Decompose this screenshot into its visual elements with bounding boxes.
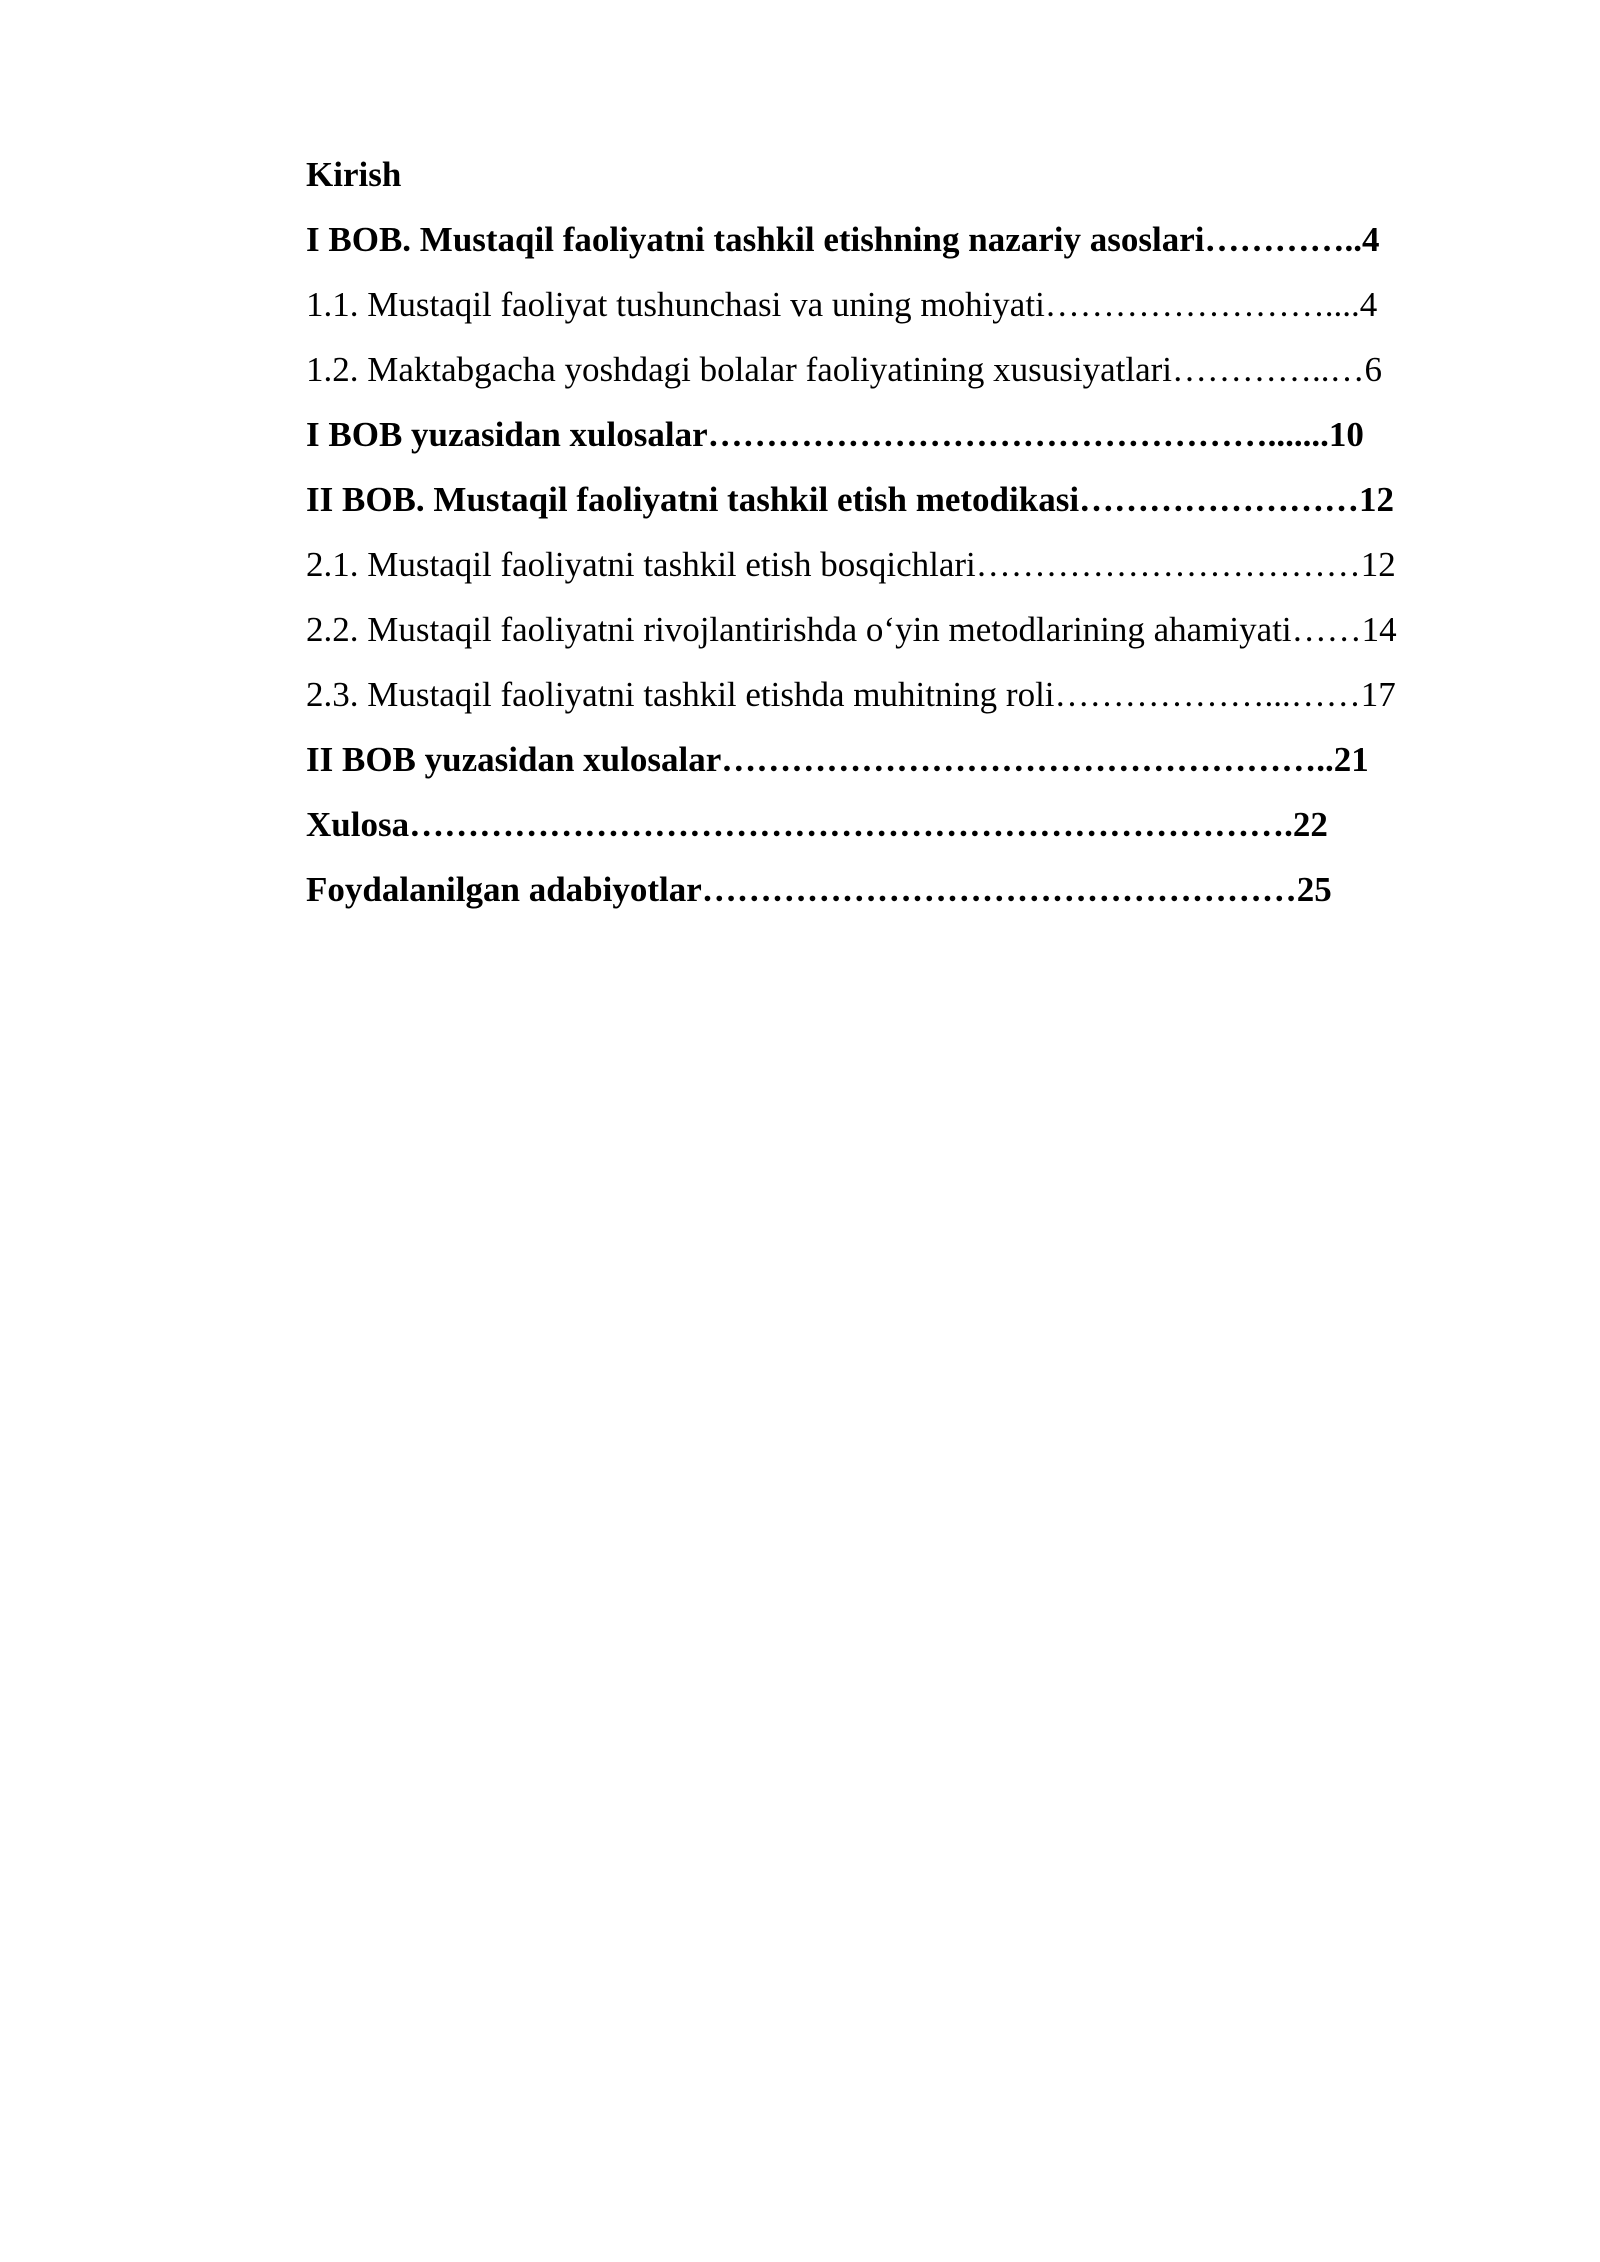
toc-entry-section-2-3: 2.3. Mustaqil faoliyatni tashkil etishda muhitning roli………………...……17: [306, 675, 1396, 714]
toc-entry-chapter-1-conclusions: I BOB yuzasidan xulosalar………………………………………….......10: [306, 415, 1364, 454]
table-of-contents: [306, 148, 1506, 928]
toc-entry-section-1-2: 1.2. Maktabgacha yoshdagi bolalar faoliyatining xususiyatlari…………..…6: [306, 350, 1383, 389]
toc-entry-chapter-2: II BOB. Mustaqil faoliyatni tashkil etish metodikasi……………………12: [306, 480, 1395, 519]
toc-entry-section-2-1: 2.1. Mustaqil faoliyatni tashkil etish bosqichlari……………………………12: [306, 545, 1396, 584]
toc-entry-references: Foydalanilgan adabiyotlar……………………………………………25: [306, 870, 1332, 909]
toc-entry-section-1-1: 1.1. Mustaqil faoliyat tushunchasi va uning mohiyati……………………....4: [306, 285, 1378, 324]
toc-entry-kirish: Kirish: [306, 155, 402, 194]
toc-entry-section-2-2: 2.2. Mustaqil faoliyatni rivojlantirishda o‘yin metodlarining ahamiyati……14: [306, 610, 1397, 649]
toc-entry-xulosa: Xulosa………………………………………………………………….22: [306, 805, 1328, 844]
toc-entry-chapter-1: I BOB. Mustaqil faoliyatni tashkil etishning nazariy asoslari…………..4: [306, 220, 1380, 259]
toc-entry-chapter-2-conclusions: II BOB yuzasidan xulosalar……………………………………………..21: [306, 740, 1369, 779]
